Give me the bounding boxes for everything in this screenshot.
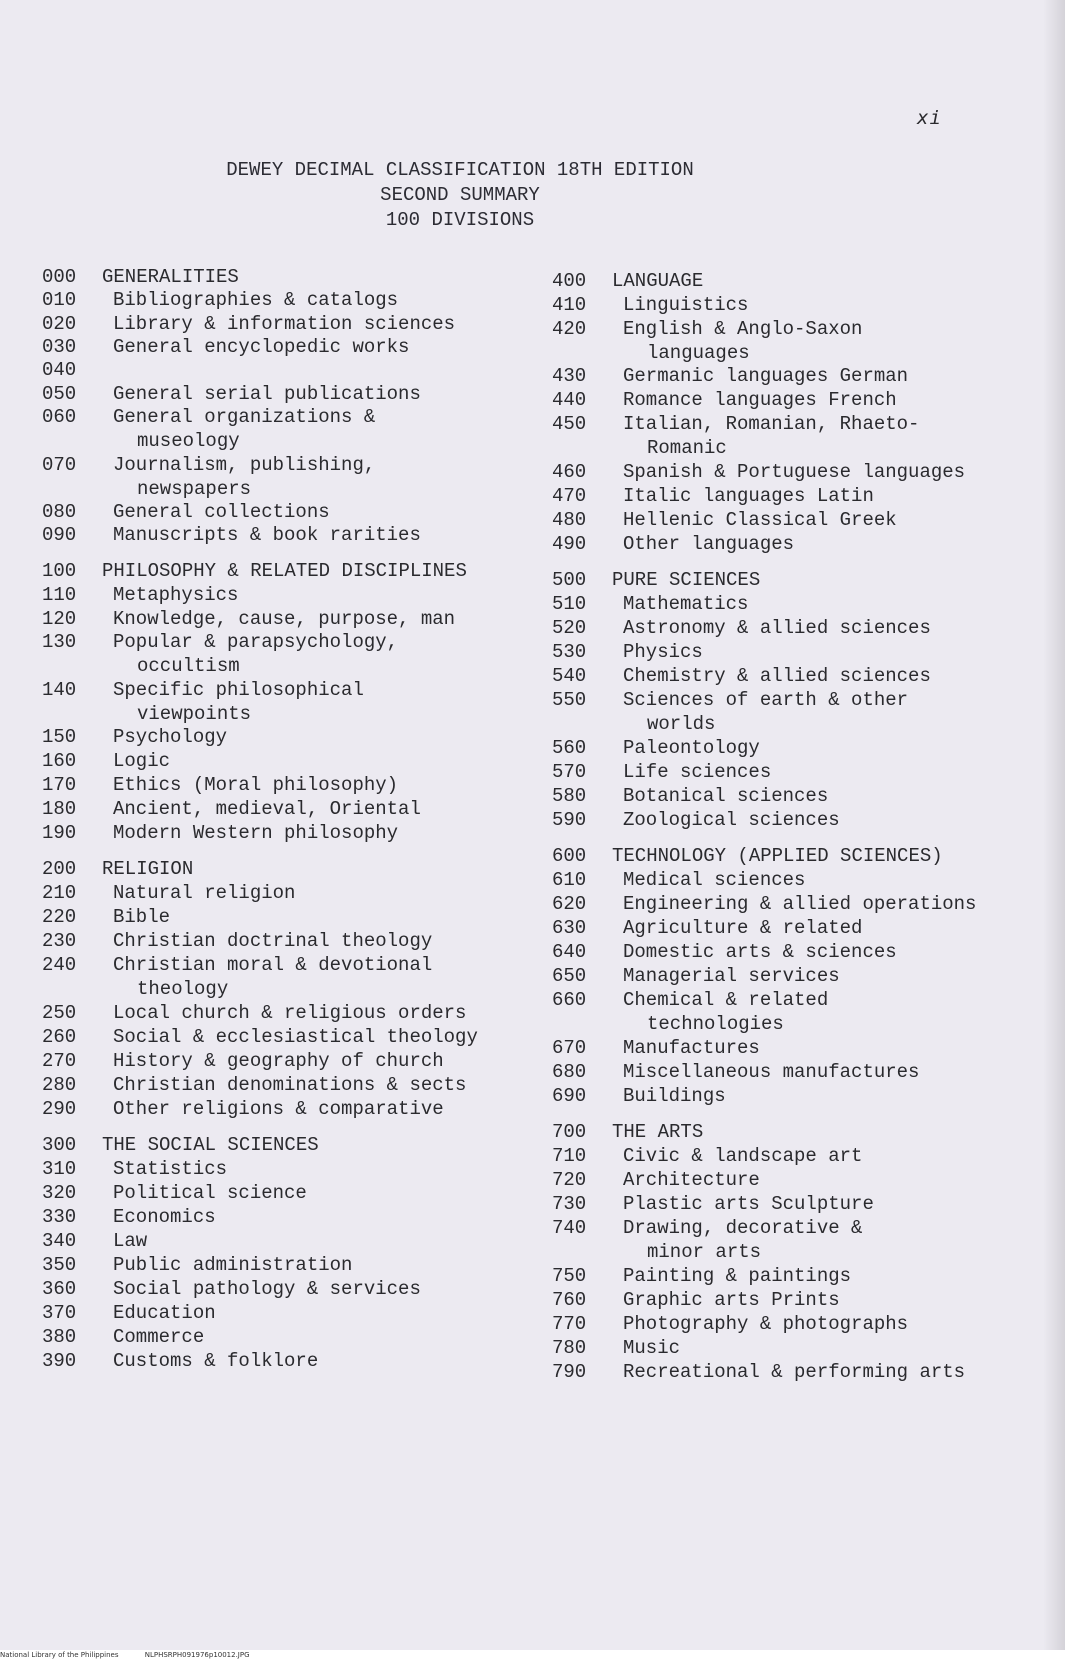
division-label-continuation: worlds bbox=[647, 713, 716, 735]
division-label: Metaphysics bbox=[113, 584, 239, 606]
class-number: 300 bbox=[42, 1134, 77, 1156]
class-number: 600 bbox=[552, 845, 587, 867]
division-label: Architecture bbox=[623, 1169, 760, 1191]
class-number: 520 bbox=[552, 617, 587, 639]
class-number: 570 bbox=[552, 761, 587, 783]
class-number: 050 bbox=[42, 383, 77, 405]
class-number: 750 bbox=[552, 1265, 587, 1287]
class-number: 400 bbox=[552, 270, 587, 292]
division-label: Social pathology & services bbox=[113, 1278, 421, 1300]
class-number: 320 bbox=[42, 1182, 77, 1204]
division-label: Civic & landscape art bbox=[623, 1145, 863, 1167]
division-label: Logic bbox=[113, 750, 171, 772]
division-label: Ethics (Moral philosophy) bbox=[113, 774, 399, 796]
division-label: Christian moral & devotional bbox=[113, 954, 433, 976]
class-number: 070 bbox=[42, 454, 77, 476]
division-label: Local church & religious orders bbox=[113, 1002, 467, 1024]
class-number: 240 bbox=[42, 954, 77, 976]
division-label: Political science bbox=[113, 1182, 307, 1204]
class-number: 690 bbox=[552, 1085, 587, 1107]
division-label: Chemistry & allied sciences bbox=[623, 665, 931, 687]
division-label: Manuscripts & book rarities bbox=[113, 524, 421, 546]
class-number: 330 bbox=[42, 1206, 77, 1228]
class-number: 490 bbox=[552, 533, 587, 555]
footer-library: National Library of the Philippines bbox=[0, 1651, 119, 1659]
class-number: 670 bbox=[552, 1037, 587, 1059]
class-number: 740 bbox=[552, 1217, 587, 1239]
class-number: 530 bbox=[552, 641, 587, 663]
division-label: Hellenic Classical Greek bbox=[623, 509, 897, 531]
division-label-continuation: theology bbox=[137, 978, 229, 1000]
division-label: Physics bbox=[623, 641, 703, 663]
division-label: Other languages bbox=[623, 533, 795, 555]
division-label-continuation: museology bbox=[137, 430, 240, 452]
class-number: 790 bbox=[552, 1361, 587, 1383]
class-number: 620 bbox=[552, 893, 587, 915]
section-heading: THE SOCIAL SCIENCES bbox=[102, 1134, 319, 1156]
division-label: Buildings bbox=[623, 1085, 726, 1107]
class-number: 100 bbox=[42, 560, 77, 582]
division-label: Domestic arts & sciences bbox=[623, 941, 897, 963]
class-number: 440 bbox=[552, 389, 587, 411]
division-label: Commerce bbox=[113, 1326, 205, 1348]
class-number: 380 bbox=[42, 1326, 77, 1348]
division-label: Paleontology bbox=[623, 737, 760, 759]
division-label: Agriculture & related bbox=[623, 917, 863, 939]
division-label: Painting & paintings bbox=[623, 1265, 852, 1287]
page-number: xi bbox=[917, 107, 942, 129]
class-number: 410 bbox=[552, 294, 587, 316]
section-heading: TECHNOLOGY (APPLIED SCIENCES) bbox=[612, 845, 943, 867]
division-label: Bibliographies & catalogs bbox=[113, 289, 399, 311]
division-label: Psychology bbox=[113, 726, 228, 748]
division-label: Managerial services bbox=[623, 965, 840, 987]
division-label: Economics bbox=[113, 1206, 216, 1228]
class-number: 160 bbox=[42, 750, 77, 772]
division-label: Linguistics bbox=[623, 294, 749, 316]
class-number: 170 bbox=[42, 774, 77, 796]
division-label: Public administration bbox=[113, 1254, 353, 1276]
class-number: 020 bbox=[42, 313, 77, 335]
title-line-2: SECOND SUMMARY bbox=[380, 184, 540, 206]
class-number: 710 bbox=[552, 1145, 587, 1167]
division-label: General encyclopedic works bbox=[113, 336, 410, 358]
division-label: Italic languages Latin bbox=[623, 485, 874, 507]
class-number: 580 bbox=[552, 785, 587, 807]
class-number: 390 bbox=[42, 1350, 77, 1372]
division-label: Natural religion bbox=[113, 882, 296, 904]
class-number: 680 bbox=[552, 1061, 587, 1083]
division-label: Botanical sciences bbox=[623, 785, 829, 807]
class-number: 560 bbox=[552, 737, 587, 759]
division-label: Christian doctrinal theology bbox=[113, 930, 433, 952]
class-number: 500 bbox=[552, 569, 587, 591]
class-number: 450 bbox=[552, 413, 587, 435]
class-number: 190 bbox=[42, 822, 77, 844]
division-label: Medical sciences bbox=[623, 869, 806, 891]
division-label-continuation: viewpoints bbox=[137, 703, 252, 725]
division-label: Recreational & performing arts bbox=[623, 1361, 966, 1383]
section-heading: GENERALITIES bbox=[102, 266, 239, 288]
division-label: Library & information sciences bbox=[113, 313, 456, 335]
class-number: 700 bbox=[552, 1121, 587, 1143]
division-label: Modern Western philosophy bbox=[113, 822, 399, 844]
division-label-continuation: occultism bbox=[137, 655, 240, 677]
division-label: Social & ecclesiastical theology bbox=[113, 1026, 478, 1048]
division-label: Specific philosophical bbox=[113, 679, 364, 701]
division-label: Germanic languages German bbox=[623, 365, 909, 387]
class-number: 060 bbox=[42, 406, 77, 428]
class-number: 150 bbox=[42, 726, 77, 748]
division-label: Education bbox=[113, 1302, 216, 1324]
class-number: 720 bbox=[552, 1169, 587, 1191]
class-number: 510 bbox=[552, 593, 587, 615]
section-heading: PURE SCIENCES bbox=[612, 569, 761, 591]
class-number: 780 bbox=[552, 1337, 587, 1359]
class-number: 280 bbox=[42, 1074, 77, 1096]
class-number: 630 bbox=[552, 917, 587, 939]
class-number: 470 bbox=[552, 485, 587, 507]
division-label-continuation: minor arts bbox=[647, 1241, 762, 1263]
section-heading: THE ARTS bbox=[612, 1121, 704, 1143]
division-label-continuation: technologies bbox=[647, 1013, 784, 1035]
class-number: 540 bbox=[552, 665, 587, 687]
division-label: Chemical & related bbox=[623, 989, 829, 1011]
class-number: 260 bbox=[42, 1026, 77, 1048]
class-number: 000 bbox=[42, 266, 77, 288]
class-number: 730 bbox=[552, 1193, 587, 1215]
division-label: Plastic arts Sculpture bbox=[623, 1193, 874, 1215]
class-number: 040 bbox=[42, 359, 77, 381]
division-label: Other religions & comparative bbox=[113, 1098, 444, 1120]
division-label: Bible bbox=[113, 906, 171, 928]
division-label: Law bbox=[113, 1230, 148, 1252]
division-label: Music bbox=[623, 1337, 681, 1359]
division-label: Astronomy & allied sciences bbox=[623, 617, 931, 639]
class-number: 480 bbox=[552, 509, 587, 531]
division-label: Italian, Romanian, Rhaeto- bbox=[623, 413, 920, 435]
class-number: 420 bbox=[552, 318, 587, 340]
section-heading: RELIGION bbox=[102, 858, 194, 880]
class-number: 140 bbox=[42, 679, 77, 701]
division-label: Romance languages French bbox=[623, 389, 897, 411]
division-label: General serial publications bbox=[113, 383, 421, 405]
class-number: 650 bbox=[552, 965, 587, 987]
class-number: 250 bbox=[42, 1002, 77, 1024]
division-label: Knowledge, cause, purpose, man bbox=[113, 608, 456, 630]
class-number: 210 bbox=[42, 882, 77, 904]
class-number: 770 bbox=[552, 1313, 587, 1335]
division-label: Ancient, medieval, Oriental bbox=[113, 798, 421, 820]
division-label-continuation: newspapers bbox=[137, 478, 252, 500]
class-number: 350 bbox=[42, 1254, 77, 1276]
class-number: 430 bbox=[552, 365, 587, 387]
division-label: Customs & folklore bbox=[113, 1350, 319, 1372]
division-label: Graphic arts Prints bbox=[623, 1289, 840, 1311]
class-number: 230 bbox=[42, 930, 77, 952]
division-label: General collections bbox=[113, 501, 330, 523]
division-label: Manufactures bbox=[623, 1037, 760, 1059]
division-label: Zoological sciences bbox=[623, 809, 840, 831]
division-label-continuation: Romanic bbox=[647, 437, 727, 459]
division-label: Christian denominations & sects bbox=[113, 1074, 467, 1096]
division-label: Popular & parapsychology, bbox=[113, 631, 399, 653]
division-label: History & geography of church bbox=[113, 1050, 444, 1072]
footer-file: NLPHSRPH091976p10012.JPG bbox=[144, 1651, 250, 1659]
division-label: Miscellaneous manufactures bbox=[623, 1061, 920, 1083]
division-label: Spanish & Portuguese languages bbox=[623, 461, 966, 483]
division-label: General organizations & bbox=[113, 406, 376, 428]
division-label: Drawing, decorative & bbox=[623, 1217, 863, 1239]
class-number: 030 bbox=[42, 336, 77, 358]
class-number: 220 bbox=[42, 906, 77, 928]
division-label: Life sciences bbox=[623, 761, 772, 783]
section-heading: LANGUAGE bbox=[612, 270, 704, 292]
class-number: 640 bbox=[552, 941, 587, 963]
division-label: Statistics bbox=[113, 1158, 228, 1180]
division-label: Mathematics bbox=[623, 593, 749, 615]
division-label: Journalism, publishing, bbox=[113, 454, 376, 476]
class-number: 090 bbox=[42, 524, 77, 546]
section-heading: PHILOSOPHY & RELATED DISCIPLINES bbox=[102, 560, 467, 582]
class-number: 660 bbox=[552, 989, 587, 1011]
class-number: 270 bbox=[42, 1050, 77, 1072]
class-number: 550 bbox=[552, 689, 587, 711]
class-number: 130 bbox=[42, 631, 77, 653]
class-number: 180 bbox=[42, 798, 77, 820]
class-number: 290 bbox=[42, 1098, 77, 1120]
division-label: Sciences of earth & other bbox=[623, 689, 909, 711]
class-number: 370 bbox=[42, 1302, 77, 1324]
class-number: 760 bbox=[552, 1289, 587, 1311]
class-number: 200 bbox=[42, 858, 77, 880]
class-number: 460 bbox=[552, 461, 587, 483]
division-label-continuation: languages bbox=[647, 342, 750, 364]
division-label: Photography & photographs bbox=[623, 1313, 909, 1335]
title-line-3: 100 DIVISIONS bbox=[385, 209, 535, 231]
class-number: 110 bbox=[42, 584, 77, 606]
class-number: 080 bbox=[42, 501, 77, 523]
division-label: Engineering & allied operations bbox=[623, 893, 977, 915]
class-number: 610 bbox=[552, 869, 587, 891]
class-number: 010 bbox=[42, 289, 77, 311]
class-number: 340 bbox=[42, 1230, 77, 1252]
title-line-1: DEWEY DECIMAL CLASSIFICATION 18TH EDITION bbox=[226, 159, 694, 181]
division-label: English & Anglo-Saxon bbox=[623, 318, 863, 340]
class-number: 120 bbox=[42, 608, 77, 630]
class-number: 310 bbox=[42, 1158, 77, 1180]
class-number: 360 bbox=[42, 1278, 77, 1300]
class-number: 590 bbox=[552, 809, 587, 831]
